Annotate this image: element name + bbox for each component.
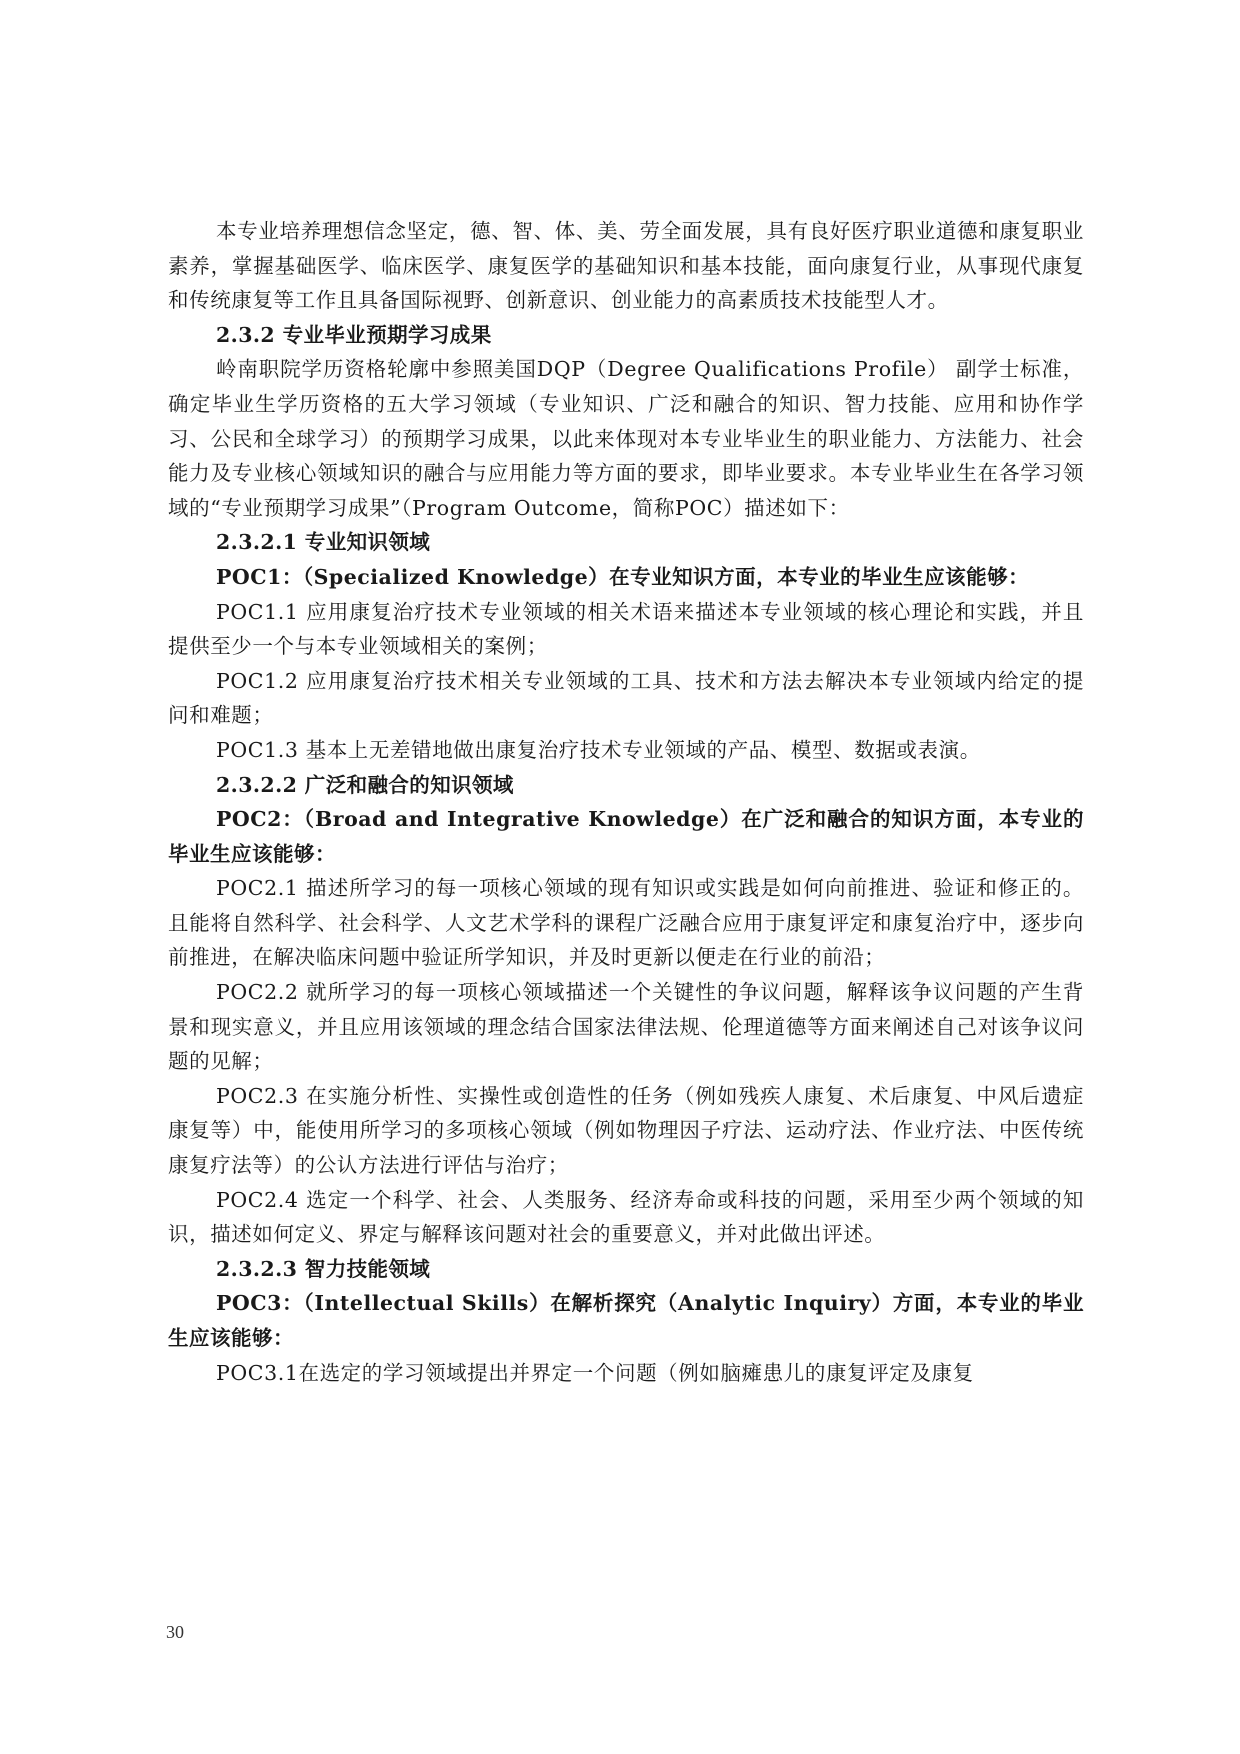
page-number: 30	[166, 1622, 184, 1642]
poc2-1-item: POC2.1 描述所学习的每一项核心领域的现有知识或实践是如何向前推进、验证和修正的。且能将自然科学、社会科学、人文艺术学科的课程广泛融合应用于康复评定和康复治疗中，逐步向前推进，在解决临床问题中验证所学知识，并及时更新以便走在行业的前沿；	[168, 876, 1084, 970]
poc1-title: POC1：（Specialized Knowledge）在专业知识方面，本专业的毕业生应该能够：	[216, 564, 1030, 589]
poc3-title: POC3：（Intellectual Skills）在解析探究（Analytic Inquiry）方面，本专业的毕业生应该能够：	[168, 1291, 1084, 1350]
section-heading-2-3-2: 2.3.2 专业毕业预期学习成果	[216, 322, 492, 347]
poc3-1-item: POC3.1在选定的学习领域提出并界定一个问题（例如脑瘫患儿的康复评定及康复	[216, 1360, 974, 1385]
section-heading-2-3-2-2: 2.3.2.2 广泛和融合的知识领域	[216, 772, 514, 797]
poc1-2-item: POC1.2 应用康复治疗技术相关专业领域的工具、技术和方法去解决本专业领域内给定的提问和难题；	[168, 668, 1084, 728]
poc2-3-item: POC2.3 在实施分析性、实操性或创造性的任务（例如残疾人康复、术后康复、中风后遗症康复等）中，能使用所学习的多项核心领域（例如物理因子疗法、运动疗法、作业疗法、中医传统康复疗法等）的公认方法进行评估与治疗；	[168, 1083, 1084, 1178]
goal-paragraph: 本专业培养理想信念坚定，德、智、体、美、劳全面发展，具有良好医疗职业道德和康复职业素养，掌握基础医学、临床医学、康复医学的基础知识和基本技能，面向康复行业，从事现代康复和传统康复等工作且具备国际视野、创新意识、创业能力的高素质技术技能型人才。	[168, 219, 1084, 313]
poc2-title: POC2：（Broad and Integrative Knowledge）在广泛和融合的知识方面，本专业的毕业生应该能够：	[168, 807, 1084, 866]
poc2-2-item: POC2.2 就所学习的每一项核心领域描述一个关键性的争议问题，解释该争议问题的产生背景和现实意义，并且应用该领域的理念结合国家法律法规、伦理道德等方面来阐述自己对该争议问题的见解；	[168, 980, 1084, 1074]
poc2-4-item: POC2.4 选定一个科学、社会、人类服务、经济寿命或科技的问题，采用至少两个领域的知识，描述如何定义、界定与解释该问题对社会的重要意义，并对此做出评述。	[168, 1187, 1084, 1247]
section-heading-2-3-2-3: 2.3.2.3 智力技能领域	[216, 1256, 431, 1281]
dqp-paragraph: 岭南职院学历资格轮廓中参照美国DQP（Degree Qualifications Profile） 副学士标准，确定毕业生学历资格的五大学习领域（专业知识、广泛和融合的知识、智力技能、应用和协作学习、公民和全球学习）的预期学习成果，以此来体现对本专业毕业生的职业能力、方法能力、社会能力及专业核心领域知识的融合与应用能力等方面的要求，即毕业要求。本专业毕业生在各学习领域的“专业预期学习成果”（Program Outcome，简称POC）描述如下：	[168, 357, 1084, 520]
poc1-3-item: POC1.3 基本上无差错地做出康复治疗技术专业领域的产品、模型、数据或表演。	[216, 737, 981, 762]
section-heading-2-3-2-1: 2.3.2.1 专业知识领域	[216, 530, 431, 555]
document-body	[168, 214, 1084, 1390]
poc1-1-item: POC1.1 应用康复治疗技术专业领域的相关术语来描述本专业领域的核心理论和实践，并且提供至少一个与本专业领域相关的案例；	[168, 599, 1084, 659]
